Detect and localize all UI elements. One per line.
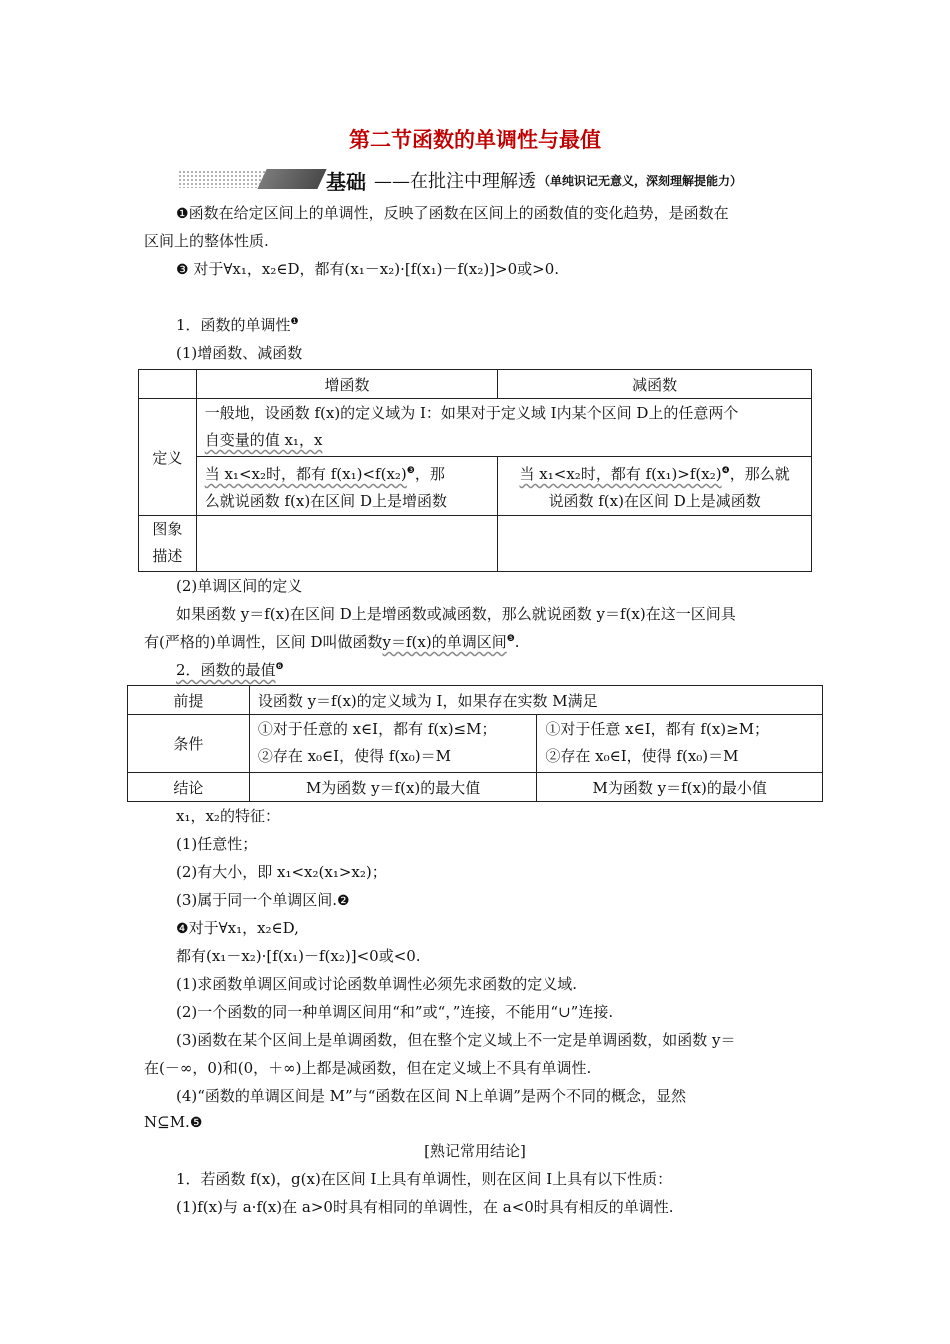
section-banner [178,166,818,192]
note-1-line-1: ❶函数在给定区间上的单调性，反映了函数在区间上的函数值的变化趋势，是函数在 [176,204,729,222]
min-result: M为函数 y＝f(x)的最小值 [537,773,823,802]
marker-4-icon: ❹ [721,466,730,476]
note-5-line-4: 在(－∞，0)和(0，＋∞)上都是减函数，但在定义域上不具有单调性. [144,1059,592,1077]
page-title: 第二节函数的单调性与最值 [349,128,601,152]
banner-slab-decoration [257,169,326,189]
marker-2-icon: ❷ [337,893,350,909]
marker-5-icon: ❺ [506,634,515,644]
marker-5-icon: ❺ [189,1115,203,1131]
graph-increasing-cell [196,516,498,572]
header-increasing: 增函数 [196,370,498,399]
increasing-definition: 当 x₁<x₂时，都有 $f(x_1)<f(x_2)^❸$，那 么就说函数 f(x)在区间 D上是增函数 [196,457,498,516]
row-label-graph: 图象 描述 [139,516,197,572]
common-conclusion-1: 1．若函数 f(x)，g(x)在区间 I上具有单调性，则在区间 I上具有以下性质： [176,1170,673,1188]
common-conclusion-1-1: (1)f(x)与 a·f(x)在 a>0时具有相同的单调性，在 a<0时具有相反的单调性. [176,1198,674,1216]
interval-definition-line-1: 如果函数 y＝f(x)在区间 D上是增函数或减函数，那么就说函数 y＝f(x)在这一区间具 [176,605,736,623]
graph-decreasing-cell [498,516,812,572]
min-condition: ①对于任意 x∈I，都有 f(x)≥M； ②存在 x₀∈I，使得 f(x₀)＝M [537,715,823,773]
row-label-conclusion: 结论 [128,773,250,802]
banner-subtitle: ——在批注中理解透 [374,171,536,192]
header-decreasing: 减函数 [498,370,812,399]
note-5-line-6: N⊆M.❺ [144,1113,203,1131]
row-label-condition: 条件 [128,715,250,773]
marker-4-icon: ❹ [176,921,189,937]
marker-3-icon: ❸ [176,262,189,278]
note-4-line-2: 都有(x₁－x₂)·[f(x₁)－f(x₂)]<0或<0. [176,947,421,965]
premise-text: 设函数 y＝f(x)的定义域为 I，如果存在实数 M满足 [249,686,822,715]
max-result: M为函数 y＝f(x)的最大值 [249,773,537,802]
table-corner-cell [139,370,197,399]
note-5-line-1: (1)求函数单调区间或讨论函数单调性必须先求函数的定义域. [176,975,578,993]
row-label-premise: 前提 [128,686,250,715]
note-4-line-1: ❹对于∀x₁，x₂∈D, [176,919,299,937]
section-1-subheading: (1)增函数、减函数 [176,344,303,362]
note-2-line-2: (1)任意性； [176,835,258,853]
note-1-line-2: 区间上的整体性质. [144,232,269,250]
note-2-line-1: x₁，x₂的特征： [176,807,280,825]
note-2-line-3: (2)有大小，即 x₁<x₂(x₁>x₂)； [176,863,387,881]
marker-6-icon: ❻ [275,662,284,672]
banner-main-label: 基础 [326,170,366,194]
marker-1-icon: ❶ [290,317,299,327]
definition-common-text: 一般地，设函数 f(x)的定义域为 I：如果对于定义域 I内某个区间 D上的任意两个 自变量的值 x₁，x [196,399,811,457]
banner-note: （单纯识记无意义，深刻理解提能力） [538,174,743,188]
common-conclusions-heading: [熟记常用结论] [424,1142,526,1160]
row-label-definition: 定义 [139,399,197,516]
interval-definition-line-2: 有(严格的)单调性，区间 D叫做函数y＝f(x)的单调区间$^❺$. [144,633,520,651]
section-1-subheading-2: (2)单调区间的定义 [176,577,303,595]
monotonicity-table [138,369,812,572]
banner-dots-decoration [178,170,266,188]
note-5-line-5: (4)“函数的单调区间是 M”与“函数在区间 N上单调”是两个不同的概念，显然 [176,1087,686,1105]
note-3: ❸ 对于∀x₁，x₂∈D，都有(x₁－x₂)·[f(x₁)－f(x₂)]>0或>0. [176,260,560,278]
note-2-line-4: (3)属于同一个单调区间.❷ [176,891,350,909]
decreasing-definition: 当 x₁<x₂时，都有 $f(x_1)>f(x_2)^❹$，那么就 说函数 f(x)在区间 D上是减函数 [498,457,812,516]
extremum-table [127,685,823,802]
max-condition: ①对于任意的 x∈I，都有 f(x)≤M； ②存在 x₀∈I，使得 f(x₀)＝M [249,715,537,773]
marker-1-icon: ❶ [176,206,189,222]
marker-3-icon: ❸ [406,466,415,476]
note-5-line-3: (3)函数在某个区间上是单调函数，但在整个定义域上不一定是单调函数，如函数 y＝ [176,1031,736,1049]
section-1-heading: 1．函数的单调性$^❶$ [176,316,299,334]
section-2-heading: 2．函数的最值$^❻$ [176,661,284,679]
note-5-line-2: (2)一个函数的同一种单调区间用“和”或“，”连接，不能用“∪”连接. [176,1003,614,1021]
